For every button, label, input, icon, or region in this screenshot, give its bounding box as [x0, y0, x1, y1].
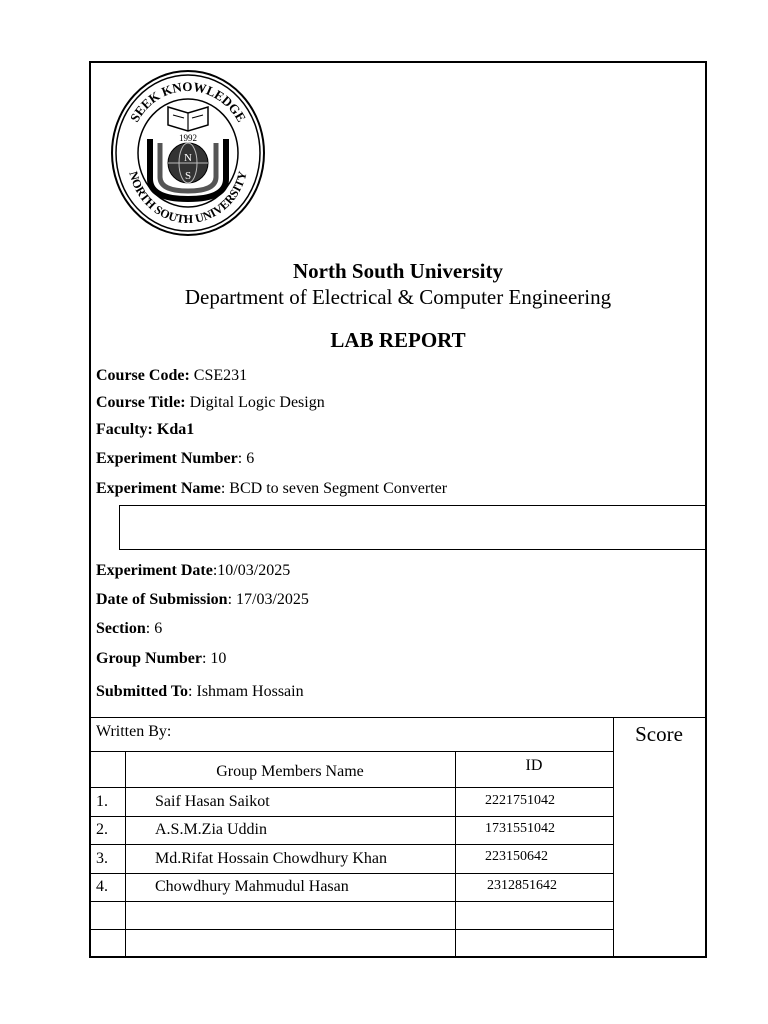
- field-experiment-date: Experiment Date:10/03/2025: [96, 562, 291, 579]
- member-name: Saif Hasan Saikot: [155, 793, 270, 810]
- field-course-code: Course Code: CSE231: [96, 367, 248, 384]
- header-rule: [91, 751, 613, 752]
- department-name: Department of Electrical & Computer Engineering: [184, 285, 612, 309]
- member-number: 3.: [96, 850, 108, 867]
- member-name: A.S.M.Zia Uddin: [155, 821, 267, 838]
- row-rule: [91, 787, 613, 788]
- report-cover: [89, 61, 707, 958]
- number-column-divider: [125, 751, 126, 956]
- row-rule: [91, 844, 613, 845]
- field-experiment-name: Experiment Name: BCD to seven Segment Converter: [96, 480, 448, 497]
- field-course-title: Course Title: Digital Logic Design: [96, 394, 325, 411]
- member-number: 2.: [96, 821, 108, 838]
- field-section: Section: 6: [96, 620, 163, 637]
- member-name: Md.Rifat Hossain Chowdhury Khan: [155, 850, 387, 867]
- field-faculty: Faculty: Kda1: [96, 421, 195, 438]
- row-rule: [91, 873, 613, 874]
- written-by-label: Written By:: [96, 723, 172, 740]
- field-date-of-submission: Date of Submission: 17/03/2025: [96, 591, 309, 608]
- row-rule: [91, 816, 613, 817]
- report-title: LAB REPORT: [330, 328, 466, 352]
- member-id: 223150642: [485, 849, 548, 864]
- seal-university-name: NORTH SOUTH UNIVERSITY: [126, 169, 250, 227]
- id-column-divider: [455, 751, 456, 956]
- column-header-id: ID: [525, 757, 543, 774]
- university-seal-logo: [110, 69, 266, 237]
- university-name: North South University: [292, 259, 503, 283]
- row-rule: [91, 929, 613, 930]
- member-id: 2312851642: [487, 878, 557, 893]
- row-rule: [91, 901, 613, 902]
- field-submitted-to: Submitted To: Ishmam Hossain: [96, 683, 304, 700]
- member-number: 4.: [96, 878, 108, 895]
- seal-letter-s: S: [184, 170, 192, 182]
- seal-year: 1992: [179, 133, 197, 143]
- seal-motto: SEEK KNOWLEDGE: [126, 78, 250, 125]
- score-column-divider: [613, 717, 614, 956]
- member-id: 1731551042: [485, 821, 555, 836]
- member-name: Chowdhury Mahmudul Hasan: [155, 878, 349, 895]
- member-number: 1.: [96, 793, 108, 810]
- member-id: 2221751042: [485, 793, 555, 808]
- seal-letter-n: N: [184, 152, 192, 164]
- empty-text-box: [119, 505, 706, 550]
- column-header-name: Group Members Name: [216, 763, 364, 780]
- field-experiment-number: Experiment Number: 6: [96, 450, 255, 467]
- score-header: Score: [635, 722, 683, 746]
- field-group-number: Group Number: 10: [96, 650, 227, 667]
